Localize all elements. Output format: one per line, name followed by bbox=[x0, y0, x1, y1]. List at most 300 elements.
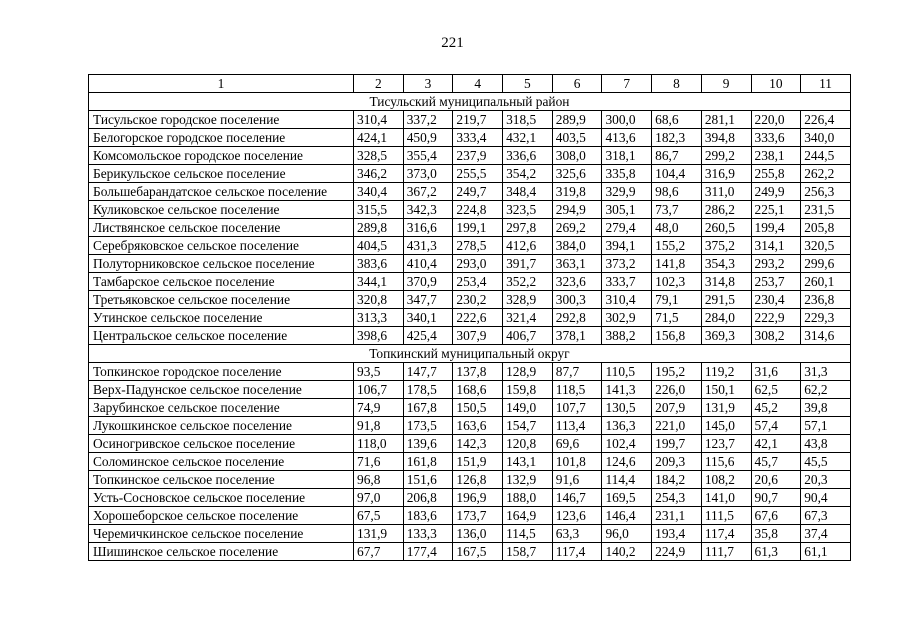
settlement-name: Зарубинское сельское поселение bbox=[89, 399, 354, 417]
value-cell: 164,9 bbox=[503, 507, 553, 525]
value-cell: 337,2 bbox=[403, 111, 453, 129]
value-cell: 320,5 bbox=[801, 237, 851, 255]
value-cell: 222,9 bbox=[751, 309, 801, 327]
value-cell: 346,2 bbox=[354, 165, 404, 183]
settlement-name: Топкинское городское поселение bbox=[89, 363, 354, 381]
value-cell: 98,6 bbox=[652, 183, 702, 201]
value-cell: 141,0 bbox=[701, 489, 751, 507]
value-cell: 37,4 bbox=[801, 525, 851, 543]
value-cell: 293,0 bbox=[453, 255, 503, 273]
value-cell: 292,8 bbox=[552, 309, 602, 327]
value-cell: 260,1 bbox=[801, 273, 851, 291]
value-cell: 86,7 bbox=[652, 147, 702, 165]
settlement-name: Берикульское сельское поселение bbox=[89, 165, 354, 183]
value-cell: 126,8 bbox=[453, 471, 503, 489]
value-cell: 39,8 bbox=[801, 399, 851, 417]
value-cell: 173,7 bbox=[453, 507, 503, 525]
value-cell: 340,4 bbox=[354, 183, 404, 201]
value-cell: 74,9 bbox=[354, 399, 404, 417]
value-cell: 101,8 bbox=[552, 453, 602, 471]
value-cell: 183,6 bbox=[403, 507, 453, 525]
value-cell: 31,6 bbox=[751, 363, 801, 381]
value-cell: 432,1 bbox=[503, 129, 553, 147]
value-cell: 388,2 bbox=[602, 327, 652, 345]
value-cell: 333,4 bbox=[453, 129, 503, 147]
value-cell: 118,0 bbox=[354, 435, 404, 453]
value-cell: 63,3 bbox=[552, 525, 602, 543]
value-cell: 222,6 bbox=[453, 309, 503, 327]
table-row bbox=[89, 291, 851, 309]
table-row bbox=[89, 381, 851, 399]
value-cell: 316,6 bbox=[403, 219, 453, 237]
value-cell: 102,3 bbox=[652, 273, 702, 291]
table-row bbox=[89, 273, 851, 291]
value-cell: 450,9 bbox=[403, 129, 453, 147]
value-cell: 413,6 bbox=[602, 129, 652, 147]
value-cell: 230,2 bbox=[453, 291, 503, 309]
value-cell: 394,8 bbox=[701, 129, 751, 147]
value-cell: 131,9 bbox=[354, 525, 404, 543]
value-cell: 146,4 bbox=[602, 507, 652, 525]
value-cell: 249,9 bbox=[751, 183, 801, 201]
settlement-name: Белогорское городское поселение bbox=[89, 129, 354, 147]
table-header-row bbox=[89, 75, 851, 93]
value-cell: 123,6 bbox=[552, 507, 602, 525]
value-cell: 354,2 bbox=[503, 165, 553, 183]
value-cell: 310,4 bbox=[602, 291, 652, 309]
value-cell: 93,5 bbox=[354, 363, 404, 381]
settlement-name: Шишинское сельское поселение bbox=[89, 543, 354, 561]
value-cell: 131,9 bbox=[701, 399, 751, 417]
data-table bbox=[88, 74, 851, 561]
value-cell: 319,8 bbox=[552, 183, 602, 201]
value-cell: 373,0 bbox=[403, 165, 453, 183]
value-cell: 140,2 bbox=[602, 543, 652, 561]
table-row bbox=[89, 327, 851, 345]
value-cell: 299,6 bbox=[801, 255, 851, 273]
value-cell: 206,8 bbox=[403, 489, 453, 507]
section-title: Топкинский муниципальный округ bbox=[89, 345, 851, 363]
value-cell: 155,2 bbox=[652, 237, 702, 255]
value-cell: 114,4 bbox=[602, 471, 652, 489]
value-cell: 73,7 bbox=[652, 201, 702, 219]
value-cell: 320,8 bbox=[354, 291, 404, 309]
value-cell: 146,7 bbox=[552, 489, 602, 507]
table-row bbox=[89, 219, 851, 237]
value-cell: 108,2 bbox=[701, 471, 751, 489]
value-cell: 260,5 bbox=[701, 219, 751, 237]
settlement-name: Большебарандатское сельское поселение bbox=[89, 183, 354, 201]
value-cell: 107,7 bbox=[552, 399, 602, 417]
value-cell: 325,6 bbox=[552, 165, 602, 183]
value-cell: 284,0 bbox=[701, 309, 751, 327]
value-cell: 123,7 bbox=[701, 435, 751, 453]
value-cell: 161,8 bbox=[403, 453, 453, 471]
value-cell: 209,3 bbox=[652, 453, 702, 471]
value-cell: 329,9 bbox=[602, 183, 652, 201]
value-cell: 340,1 bbox=[403, 309, 453, 327]
value-cell: 136,0 bbox=[453, 525, 503, 543]
value-cell: 69,6 bbox=[552, 435, 602, 453]
value-cell: 48,0 bbox=[652, 219, 702, 237]
value-cell: 62,2 bbox=[801, 381, 851, 399]
table-row bbox=[89, 111, 851, 129]
value-cell: 102,4 bbox=[602, 435, 652, 453]
value-cell: 249,7 bbox=[453, 183, 503, 201]
table-row bbox=[89, 543, 851, 561]
value-cell: 205,8 bbox=[801, 219, 851, 237]
value-cell: 115,6 bbox=[701, 453, 751, 471]
table-row bbox=[89, 399, 851, 417]
value-cell: 145,0 bbox=[701, 417, 751, 435]
value-cell: 67,6 bbox=[751, 507, 801, 525]
value-cell: 308,0 bbox=[552, 147, 602, 165]
value-cell: 132,9 bbox=[503, 471, 553, 489]
value-cell: 195,2 bbox=[652, 363, 702, 381]
value-cell: 136,3 bbox=[602, 417, 652, 435]
value-cell: 293,2 bbox=[751, 255, 801, 273]
value-cell: 425,4 bbox=[403, 327, 453, 345]
value-cell: 262,2 bbox=[801, 165, 851, 183]
value-cell: 323,6 bbox=[552, 273, 602, 291]
value-cell: 62,5 bbox=[751, 381, 801, 399]
value-cell: 57,4 bbox=[751, 417, 801, 435]
value-cell: 143,1 bbox=[503, 453, 553, 471]
value-cell: 253,4 bbox=[453, 273, 503, 291]
value-cell: 117,4 bbox=[701, 525, 751, 543]
value-cell: 67,5 bbox=[354, 507, 404, 525]
value-cell: 254,3 bbox=[652, 489, 702, 507]
value-cell: 431,3 bbox=[403, 237, 453, 255]
value-cell: 297,8 bbox=[503, 219, 553, 237]
value-cell: 300,3 bbox=[552, 291, 602, 309]
value-cell: 71,5 bbox=[652, 309, 702, 327]
value-cell: 307,9 bbox=[453, 327, 503, 345]
value-cell: 286,2 bbox=[701, 201, 751, 219]
value-cell: 71,6 bbox=[354, 453, 404, 471]
value-cell: 67,7 bbox=[354, 543, 404, 561]
settlement-name: Утинское сельское поселение bbox=[89, 309, 354, 327]
value-cell: 354,3 bbox=[701, 255, 751, 273]
column-header: 4 bbox=[453, 75, 503, 93]
value-cell: 159,8 bbox=[503, 381, 553, 399]
value-cell: 256,3 bbox=[801, 183, 851, 201]
value-cell: 151,9 bbox=[453, 453, 503, 471]
value-cell: 111,7 bbox=[701, 543, 751, 561]
settlement-name: Усть-Сосновское сельское поселение bbox=[89, 489, 354, 507]
value-cell: 424,1 bbox=[354, 129, 404, 147]
value-cell: 231,5 bbox=[801, 201, 851, 219]
value-cell: 340,0 bbox=[801, 129, 851, 147]
value-cell: 314,1 bbox=[751, 237, 801, 255]
value-cell: 147,7 bbox=[403, 363, 453, 381]
settlement-name: Полуторниковское сельское поселение bbox=[89, 255, 354, 273]
value-cell: 168,6 bbox=[453, 381, 503, 399]
value-cell: 177,4 bbox=[403, 543, 453, 561]
value-cell: 91,6 bbox=[552, 471, 602, 489]
value-cell: 150,1 bbox=[701, 381, 751, 399]
value-cell: 221,0 bbox=[652, 417, 702, 435]
value-cell: 404,5 bbox=[354, 237, 404, 255]
table-row bbox=[89, 363, 851, 381]
value-cell: 42,1 bbox=[751, 435, 801, 453]
value-cell: 300,0 bbox=[602, 111, 652, 129]
value-cell: 149,0 bbox=[503, 399, 553, 417]
value-cell: 61,1 bbox=[801, 543, 851, 561]
value-cell: 199,1 bbox=[453, 219, 503, 237]
value-cell: 348,4 bbox=[503, 183, 553, 201]
column-header: 1 bbox=[89, 75, 354, 93]
settlement-name: Хорошеборское сельское поселение bbox=[89, 507, 354, 525]
value-cell: 120,8 bbox=[503, 435, 553, 453]
value-cell: 184,2 bbox=[652, 471, 702, 489]
value-cell: 87,7 bbox=[552, 363, 602, 381]
settlement-name: Куликовское сельское поселение bbox=[89, 201, 354, 219]
settlement-name: Лукошкинское сельское поселение bbox=[89, 417, 354, 435]
table-row bbox=[89, 489, 851, 507]
settlement-name: Топкинское сельское поселение bbox=[89, 471, 354, 489]
table-row bbox=[89, 183, 851, 201]
value-cell: 412,6 bbox=[503, 237, 553, 255]
value-cell: 318,1 bbox=[602, 147, 652, 165]
value-cell: 373,2 bbox=[602, 255, 652, 273]
value-cell: 178,5 bbox=[403, 381, 453, 399]
value-cell: 154,7 bbox=[503, 417, 553, 435]
value-cell: 238,1 bbox=[751, 147, 801, 165]
value-cell: 253,7 bbox=[751, 273, 801, 291]
value-cell: 394,1 bbox=[602, 237, 652, 255]
column-header: 10 bbox=[751, 75, 801, 93]
column-header: 6 bbox=[552, 75, 602, 93]
value-cell: 193,4 bbox=[652, 525, 702, 543]
value-cell: 68,6 bbox=[652, 111, 702, 129]
value-cell: 104,4 bbox=[652, 165, 702, 183]
value-cell: 196,9 bbox=[453, 489, 503, 507]
value-cell: 163,6 bbox=[453, 417, 503, 435]
value-cell: 313,3 bbox=[354, 309, 404, 327]
value-cell: 119,2 bbox=[701, 363, 751, 381]
value-cell: 224,9 bbox=[652, 543, 702, 561]
value-cell: 355,4 bbox=[403, 147, 453, 165]
value-cell: 142,3 bbox=[453, 435, 503, 453]
value-cell: 391,7 bbox=[503, 255, 553, 273]
value-cell: 363,1 bbox=[552, 255, 602, 273]
table-row bbox=[89, 129, 851, 147]
value-cell: 139,6 bbox=[403, 435, 453, 453]
value-cell: 124,6 bbox=[602, 453, 652, 471]
settlement-name: Осиногривское сельское поселение bbox=[89, 435, 354, 453]
value-cell: 314,6 bbox=[801, 327, 851, 345]
value-cell: 224,8 bbox=[453, 201, 503, 219]
value-cell: 278,5 bbox=[453, 237, 503, 255]
value-cell: 141,8 bbox=[652, 255, 702, 273]
value-cell: 182,3 bbox=[652, 129, 702, 147]
column-header: 2 bbox=[354, 75, 404, 93]
value-cell: 106,7 bbox=[354, 381, 404, 399]
value-cell: 111,5 bbox=[701, 507, 751, 525]
value-cell: 150,5 bbox=[453, 399, 503, 417]
value-cell: 118,5 bbox=[552, 381, 602, 399]
value-cell: 335,8 bbox=[602, 165, 652, 183]
value-cell: 333,6 bbox=[751, 129, 801, 147]
settlement-name: Соломинское сельское поселение bbox=[89, 453, 354, 471]
value-cell: 113,4 bbox=[552, 417, 602, 435]
value-cell: 378,1 bbox=[552, 327, 602, 345]
value-cell: 173,5 bbox=[403, 417, 453, 435]
value-cell: 315,5 bbox=[354, 201, 404, 219]
value-cell: 370,9 bbox=[403, 273, 453, 291]
value-cell: 255,8 bbox=[751, 165, 801, 183]
value-cell: 299,2 bbox=[701, 147, 751, 165]
table-row bbox=[89, 507, 851, 525]
table-row bbox=[89, 147, 851, 165]
value-cell: 225,1 bbox=[751, 201, 801, 219]
value-cell: 45,5 bbox=[801, 453, 851, 471]
value-cell: 226,0 bbox=[652, 381, 702, 399]
column-header: 5 bbox=[503, 75, 553, 93]
value-cell: 137,8 bbox=[453, 363, 503, 381]
value-cell: 398,6 bbox=[354, 327, 404, 345]
settlement-name: Комсомольское городское поселение bbox=[89, 147, 354, 165]
value-cell: 226,4 bbox=[801, 111, 851, 129]
value-cell: 305,1 bbox=[602, 201, 652, 219]
value-cell: 230,4 bbox=[751, 291, 801, 309]
value-cell: 352,2 bbox=[503, 273, 553, 291]
value-cell: 158,7 bbox=[503, 543, 553, 561]
value-cell: 336,6 bbox=[503, 147, 553, 165]
value-cell: 45,2 bbox=[751, 399, 801, 417]
value-cell: 406,7 bbox=[503, 327, 553, 345]
settlement-name: Тамбарское сельское поселение bbox=[89, 273, 354, 291]
value-cell: 308,2 bbox=[751, 327, 801, 345]
value-cell: 20,3 bbox=[801, 471, 851, 489]
value-cell: 281,1 bbox=[701, 111, 751, 129]
value-cell: 96,0 bbox=[602, 525, 652, 543]
value-cell: 90,7 bbox=[751, 489, 801, 507]
column-header: 7 bbox=[602, 75, 652, 93]
table-row bbox=[89, 453, 851, 471]
value-cell: 133,3 bbox=[403, 525, 453, 543]
value-cell: 207,9 bbox=[652, 399, 702, 417]
settlement-name: Верх-Падунское сельское поселение bbox=[89, 381, 354, 399]
column-header: 9 bbox=[701, 75, 751, 93]
value-cell: 90,4 bbox=[801, 489, 851, 507]
table-row bbox=[89, 309, 851, 327]
value-cell: 269,2 bbox=[552, 219, 602, 237]
section-header-row bbox=[89, 345, 851, 363]
value-cell: 61,3 bbox=[751, 543, 801, 561]
value-cell: 344,1 bbox=[354, 273, 404, 291]
value-cell: 229,3 bbox=[801, 309, 851, 327]
value-cell: 151,6 bbox=[403, 471, 453, 489]
table-row bbox=[89, 237, 851, 255]
value-cell: 141,3 bbox=[602, 381, 652, 399]
value-cell: 114,5 bbox=[503, 525, 553, 543]
value-cell: 310,4 bbox=[354, 111, 404, 129]
value-cell: 255,5 bbox=[453, 165, 503, 183]
value-cell: 321,4 bbox=[503, 309, 553, 327]
value-cell: 318,5 bbox=[503, 111, 553, 129]
value-cell: 67,3 bbox=[801, 507, 851, 525]
value-cell: 130,5 bbox=[602, 399, 652, 417]
value-cell: 199,7 bbox=[652, 435, 702, 453]
value-cell: 220,0 bbox=[751, 111, 801, 129]
value-cell: 237,9 bbox=[453, 147, 503, 165]
value-cell: 328,5 bbox=[354, 147, 404, 165]
column-header: 11 bbox=[801, 75, 851, 93]
value-cell: 31,3 bbox=[801, 363, 851, 381]
section-header-row bbox=[89, 93, 851, 111]
value-cell: 333,7 bbox=[602, 273, 652, 291]
settlement-name: Серебряковское сельское поселение bbox=[89, 237, 354, 255]
value-cell: 43,8 bbox=[801, 435, 851, 453]
table-row bbox=[89, 417, 851, 435]
table-row bbox=[89, 201, 851, 219]
column-header: 8 bbox=[652, 75, 702, 93]
value-cell: 236,8 bbox=[801, 291, 851, 309]
value-cell: 128,9 bbox=[503, 363, 553, 381]
settlement-name: Центральское сельское поселение bbox=[89, 327, 354, 345]
settlement-name: Черемичкинское сельское поселение bbox=[89, 525, 354, 543]
value-cell: 347,7 bbox=[403, 291, 453, 309]
value-cell: 302,9 bbox=[602, 309, 652, 327]
value-cell: 383,6 bbox=[354, 255, 404, 273]
settlement-name: Третьяковское сельское поселение bbox=[89, 291, 354, 309]
section-title: Тисульский муниципальный район bbox=[89, 93, 851, 111]
value-cell: 316,9 bbox=[701, 165, 751, 183]
value-cell: 35,8 bbox=[751, 525, 801, 543]
value-cell: 328,9 bbox=[503, 291, 553, 309]
value-cell: 375,2 bbox=[701, 237, 751, 255]
table-row bbox=[89, 165, 851, 183]
value-cell: 110,5 bbox=[602, 363, 652, 381]
value-cell: 45,7 bbox=[751, 453, 801, 471]
settlement-name: Тисульское городское поселение bbox=[89, 111, 354, 129]
value-cell: 244,5 bbox=[801, 147, 851, 165]
value-cell: 96,8 bbox=[354, 471, 404, 489]
value-cell: 323,5 bbox=[503, 201, 553, 219]
value-cell: 188,0 bbox=[503, 489, 553, 507]
value-cell: 384,0 bbox=[552, 237, 602, 255]
value-cell: 289,9 bbox=[552, 111, 602, 129]
value-cell: 314,8 bbox=[701, 273, 751, 291]
value-cell: 117,4 bbox=[552, 543, 602, 561]
page-number: 221 bbox=[441, 35, 464, 51]
value-cell: 231,1 bbox=[652, 507, 702, 525]
value-cell: 199,4 bbox=[751, 219, 801, 237]
table-row bbox=[89, 255, 851, 273]
value-cell: 342,3 bbox=[403, 201, 453, 219]
value-cell: 167,8 bbox=[403, 399, 453, 417]
value-cell: 279,4 bbox=[602, 219, 652, 237]
table-row bbox=[89, 525, 851, 543]
table-row bbox=[89, 471, 851, 489]
value-cell: 289,8 bbox=[354, 219, 404, 237]
value-cell: 79,1 bbox=[652, 291, 702, 309]
column-header: 3 bbox=[403, 75, 453, 93]
value-cell: 156,8 bbox=[652, 327, 702, 345]
value-cell: 410,4 bbox=[403, 255, 453, 273]
value-cell: 369,3 bbox=[701, 327, 751, 345]
value-cell: 167,5 bbox=[453, 543, 503, 561]
table-row bbox=[89, 435, 851, 453]
value-cell: 57,1 bbox=[801, 417, 851, 435]
value-cell: 403,5 bbox=[552, 129, 602, 147]
settlement-name: Листвянское сельское поселение bbox=[89, 219, 354, 237]
value-cell: 91,8 bbox=[354, 417, 404, 435]
value-cell: 294,9 bbox=[552, 201, 602, 219]
value-cell: 311,0 bbox=[701, 183, 751, 201]
